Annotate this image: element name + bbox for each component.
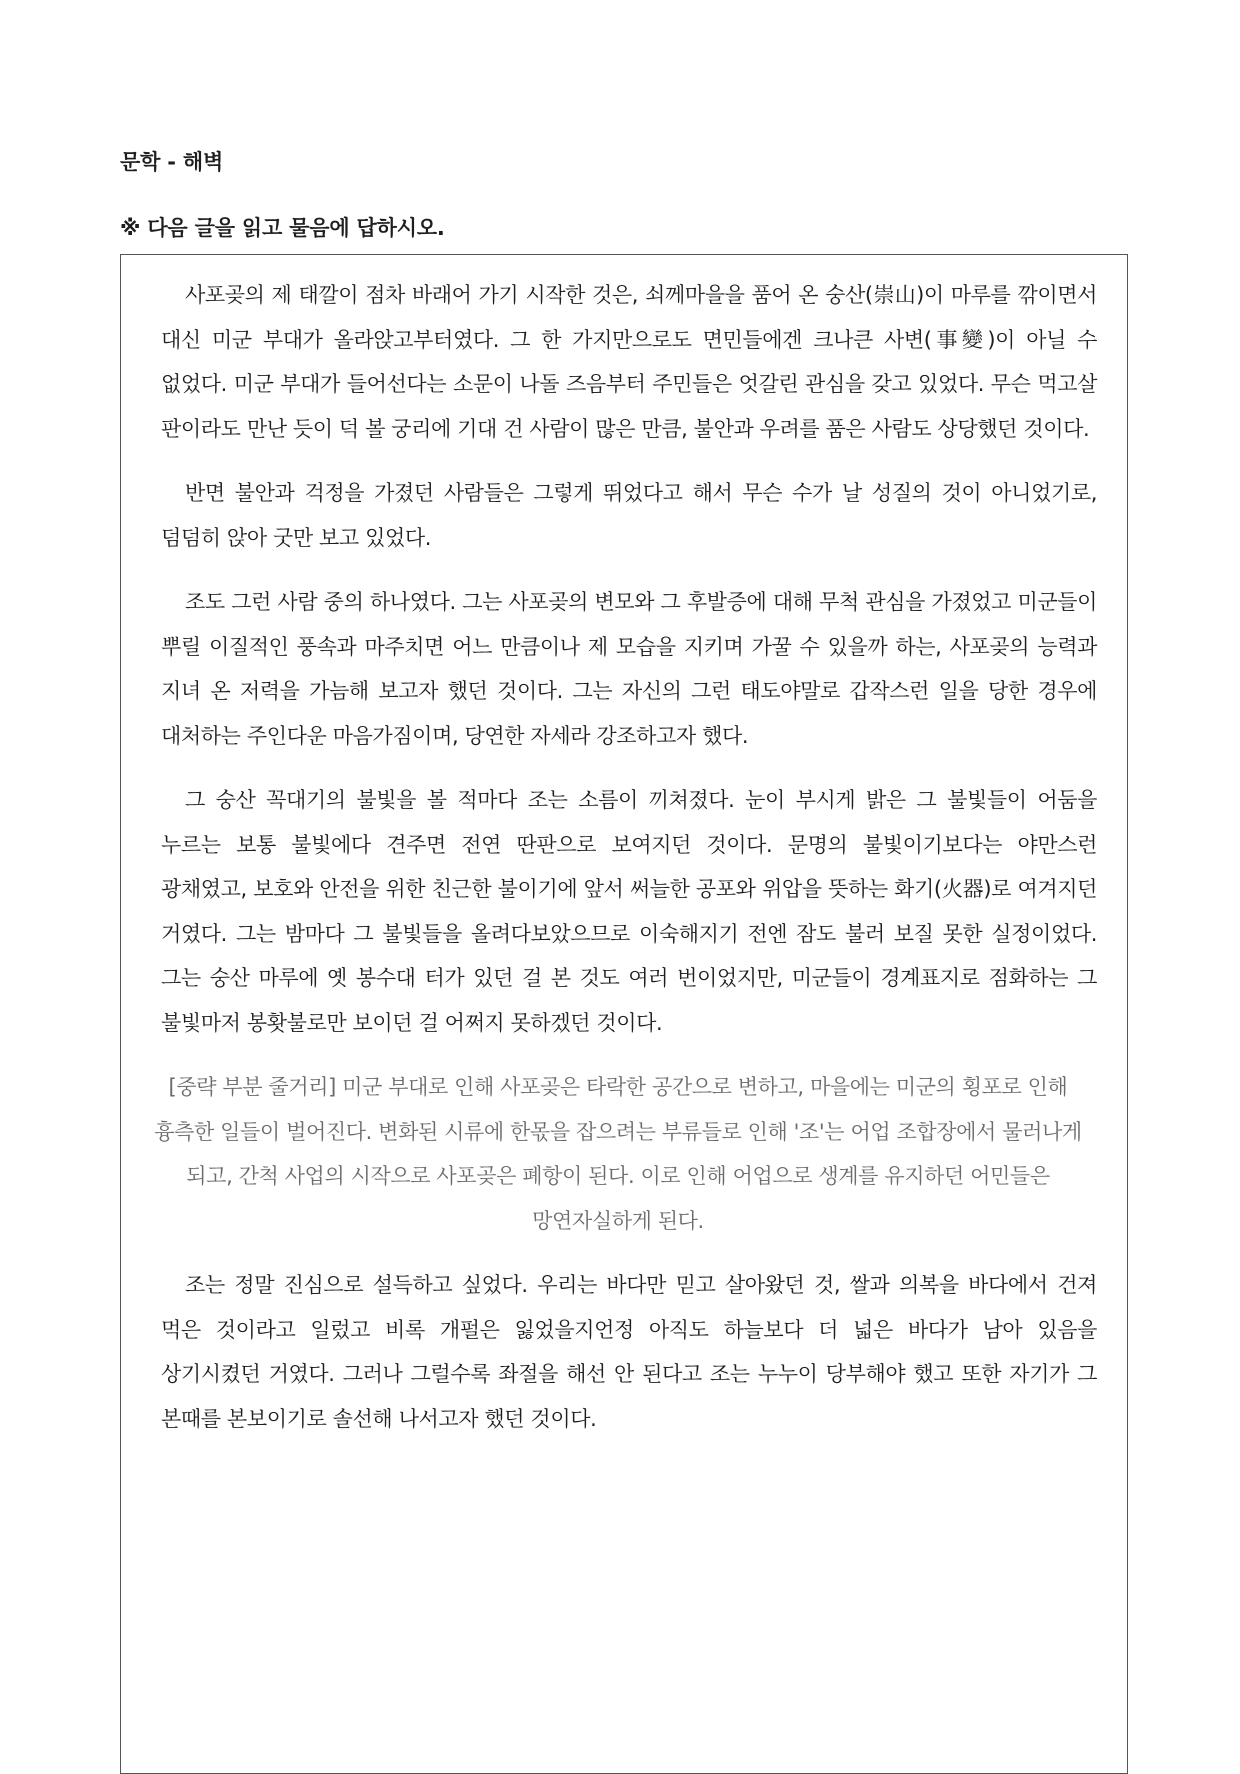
omitted-part-summary: [중략 부분 줄거리] 미군 부대로 인해 사포곶은 타락한 공간으로 변하고, 마을에는 미군의 횡포로 인해 흉측한 일들이 벌어진다. 변화된 시류에 한몫을 잡으려는 부류들로 인해 '조'는 어업 조합장에서 물러나게 되고, 간척 사업의 시작으로 사포곶은 폐항이 된다. 이로 인해 어업으로 생계를 유지하던 어민들은 망연자실하게 된다. bbox=[154, 1075, 1082, 1233]
passage-paragraph: 사포곶의 제 태깔이 점차 바래어 가기 시작한 것은, 쇠께마을을 품어 온 숭산(崇山)이 마루를 깎이면서 대신 미군 부대가 올라앉고부터였다. 그 한 가지만으로도 면민들에겐 크나큰 사변(事變)이 아닐 수 없었다. 미군 부대가 들어선다는 소문이 나돌 즈음부터 주민들은 엇갈린 관심을 갖고 있었다. 무슨 먹고살 판이라도 만난 듯이 덕 볼 궁리에 기대 건 사람이 많은 만큼, 불안과 우려를 품은 사람도 상당했던 것이다. bbox=[161, 283, 1097, 441]
passage-closing-paragraph: 조는 정말 진심으로 설득하고 싶었다. 우리는 바다만 믿고 살아왔던 것, 쌀과 의복을 바다에서 건져 먹은 것이라고 일렀고 비록 개펄은 잃었을지언정 아직도 하늘보다 더 넓은 바다가 남아 있음을 상기시켰던 거였다. 그러나 그럴수록 좌절을 해선 안 된다고 조는 누누이 당부해야 했고 또한 자기가 그 본때를 본보이기로 솔선해 나서고자 했던 것이다. bbox=[161, 1273, 1097, 1431]
instruction-text: ※ 다음 글을 읽고 물음에 답하시오. bbox=[120, 216, 445, 240]
passage-paragraph: 조도 그런 사람 중의 하나였다. 그는 사포곶의 변모와 그 후발증에 대해 무척 관심을 가졌었고 미군들이 뿌릴 이질적인 풍속과 마주치면 어느 만큼이나 제 모습을 지키며 가꿀 수 있을까 하는, 사포곶의 능력과 지녀 온 저력을 가늠해 보고자 했던 것이다. 그는 자신의 그런 태도야말로 갑작스런 일을 당한 경우에 대처하는 주인다운 마음가짐이며, 당연한 자세라 강조하고자 했다. bbox=[161, 590, 1097, 748]
passage-paragraph: 그 숭산 꼭대기의 불빛을 볼 적마다 조는 소름이 끼쳐졌다. 눈이 부시게 밝은 그 불빛들이 어둠을 누르는 보통 불빛에다 견주면 전연 딴판으로 보여지던 것이다. 문명의 불빛이기보다는 야만스런 광채였고, 보호와 안전을 위한 친근한 불이기에 앞서 써늘한 공포와 위압을 뜻하는 화기(火器)로 여겨지던 거였다. 그는 밤마다 그 불빛들을 올려다보았으므로 이숙해지기 전엔 잠도 불러 보질 못한 실정이었다. 그는 숭산 마루에 옛 봉수대 터가 있던 걸 본 것도 여러 번이었지만, 미군들이 경계표지로 점화하는 그 불빛마저 봉홧불로만 보이던 걸 어쩌지 못하겠던 것이다. bbox=[161, 788, 1097, 1035]
document-heading: 문학 - 해벽 bbox=[120, 150, 224, 174]
passage-paragraph: 반면 불안과 걱정을 가졌던 사람들은 그렇게 뛰었다고 해서 무슨 수가 날 성질의 것이 아니었기로, 덤덤히 앉아 굿만 보고 있었다. bbox=[161, 481, 1097, 550]
passage-box bbox=[120, 254, 1128, 1774]
passage-content bbox=[154, 273, 1097, 1461]
